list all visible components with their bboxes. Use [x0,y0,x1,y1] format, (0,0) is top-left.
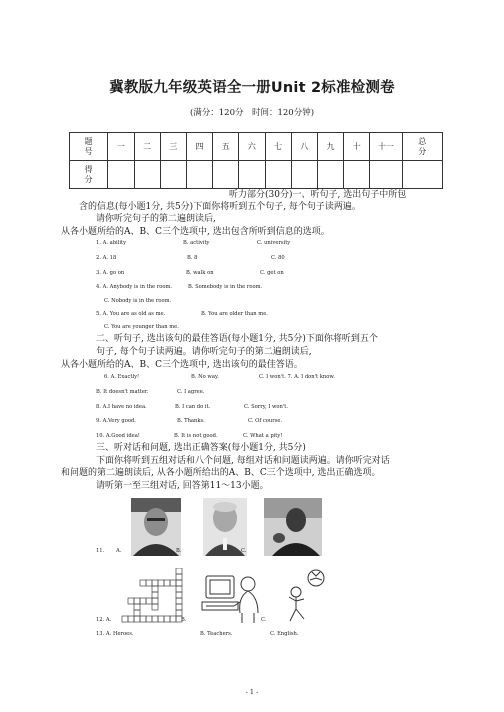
option: C. Of course. [248,418,283,424]
option: 6. A. Exactly! [104,374,140,380]
score-cell[interactable] [265,161,291,189]
score-cell[interactable] [291,161,317,189]
row-label: 题 号 [70,133,108,161]
option: B. It doesn't matter. [96,389,149,395]
section3-intro: 请听第一至三组对话, 回答第11～13小题。 [96,481,269,491]
score-table-header-row [70,133,443,161]
score-cell[interactable] [402,161,442,189]
score-cell[interactable] [344,161,370,189]
option: B. It is not good. [174,433,218,439]
option: B. walk on [186,270,214,276]
column-header: 一 [108,133,134,161]
section2-instruction: 从各小题所给的A、B、C三个选项中, 选出该句的最佳答语。 [61,360,303,370]
score-cell[interactable] [317,161,343,189]
option: 5. A. You are as old as me. [96,311,166,317]
football-player-image [282,568,328,624]
option-label: C. [261,617,267,623]
option: C. What a pity! [243,433,283,439]
option: 10. A.Good idea! [96,433,140,439]
option: 4. A. Anybody is in the room. [96,284,173,290]
section1-heading-cont: 含的信息(每小题1分, 共5分)下面你将听到五个句子, 每个句子读两遍。 [79,202,361,212]
score-table [69,132,443,189]
column-header: 十一 [370,133,402,161]
column-header: 七 [265,133,291,161]
question-number: 11. [96,548,105,554]
option-label: A. [116,548,122,554]
option: B. I can do it. [175,404,211,410]
column-header: 十 [344,133,370,161]
child-at-computer-image [200,572,267,624]
option: C. Nobody is in the room. [104,298,172,304]
option: 1. A. ability [96,240,127,246]
section2-heading: 二、听句子, 选出该句的最佳答语(每小题1分, 共5分)下面你将听到五个 [96,334,378,344]
crossword-puzzle-image [120,568,187,624]
section3-heading: 三、听对话和问题, 选出正确答案(每小题1分, 共5分) [96,443,306,453]
option: B. No way. [191,374,219,380]
option: 2. A. 18 [96,255,117,261]
score-cell[interactable] [108,161,134,189]
page-title: 冀教版九年级英语全一册Unit 2标准检测卷 [109,80,395,96]
option: 8. A.I have no idea. [96,404,147,410]
section2-heading-cont: 句子, 每个句子读两遍。请你听完句子的第二遍朗读后, [96,347,312,357]
column-header: 三 [160,133,186,161]
option: C. university [257,240,291,246]
option: C. get on [260,270,284,276]
score-cell[interactable] [134,161,160,189]
total-header: 总 分 [402,133,442,161]
option: 9. A.Very good. [96,418,136,424]
option: B. Somebody is in the room. [188,284,263,290]
option: B. Thanks. [177,418,205,424]
score-cell[interactable] [239,161,265,189]
column-header: 六 [239,133,265,161]
option: B. You are older than me. [201,311,268,317]
page-number: - 1 - [245,688,259,696]
section3-intro: 和问题的第二遍朗读后, 从各小题所给出的A、B、C三个选项中, 选出正确选项。 [61,468,381,478]
man-portrait-photo [131,498,181,556]
option: B. activity [183,240,210,246]
section1-note: 请你听完句子的第二遍朗读后, [96,214,216,224]
column-header: 五 [213,133,239,161]
option-label: B. [176,548,182,554]
score-cell[interactable] [213,161,239,189]
option: C. English. [270,631,299,637]
section3-intro: 下面你将听到五组对话和八个问题, 每组对话和问题读两遍。请你听完对话 [96,456,390,466]
row-label: 得 分 [70,161,108,189]
question-number: 12. A. [96,617,112,623]
option: C. I agree. [177,389,205,395]
option: 3. A. go on [96,270,125,276]
score-cell[interactable] [370,161,402,189]
man-speaking-photo [264,498,322,556]
option: B. Teachers. [200,631,233,637]
option-label: B. [181,617,187,623]
score-cell[interactable] [186,161,212,189]
option: C. I won't. 7. A. I don't know. [259,374,335,380]
column-header: 二 [134,133,160,161]
column-header: 四 [186,133,212,161]
option: B. 8 [187,255,198,261]
column-header: 九 [317,133,343,161]
score-cell[interactable] [160,161,186,189]
option: C. 80 [271,255,285,261]
option-label: C. [241,548,247,554]
page-subtitle: (满分：120分 时间：120分钟) [189,108,315,118]
score-table-score-row [70,161,443,189]
column-header: 八 [291,133,317,161]
option: 13. A. Heroes. [96,631,134,637]
section1-instruction: 从各小题所给的A、B、C三个选项中, 选出包含所听到信息的选项。 [61,227,330,237]
option: C. You are younger than me. [104,324,179,330]
section1-heading: 听力部分(30分)一、听句子, 选出句子中所包 [229,190,407,200]
option: C. Sorry, I won't. [244,404,289,410]
